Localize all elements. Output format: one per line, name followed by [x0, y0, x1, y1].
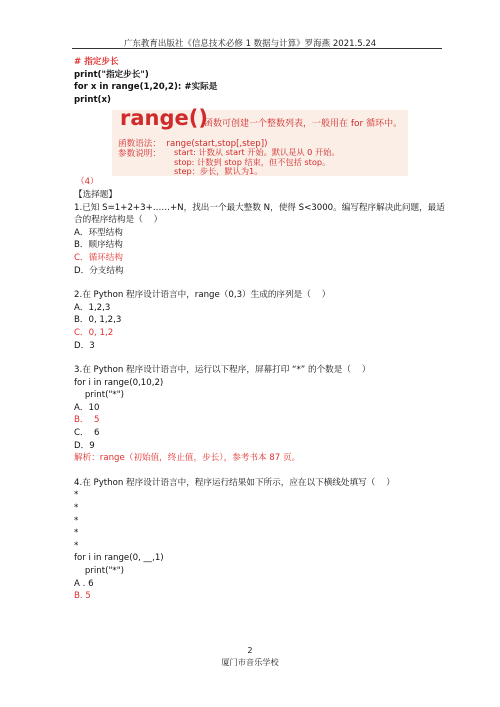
code-line: print(x): [74, 94, 111, 105]
q4-stem: 4.在 Python 程序设计语言中，程序运行结果如下所示，应在以下横线处填写（ ）: [74, 477, 395, 488]
range-syntax: 函数语法： range(start,stop[,step]) 参数说明：: [118, 139, 268, 159]
code-line: for x in range(1,20,2): #实际是: [74, 82, 218, 93]
range-title: range(): [120, 106, 208, 131]
header-divider: [72, 48, 442, 49]
q4-code-line: for i in range(0, __,1): [74, 553, 164, 564]
q1-option: A．环型结构: [74, 227, 123, 238]
q3-option-answer: B． 5: [74, 415, 100, 426]
range-description: 函数可创建一个整数列表，一般用在 for 循环中。: [204, 119, 403, 130]
range-explanation-image: [112, 106, 408, 177]
section-title: 【选择题】: [74, 189, 117, 200]
q3-code-line: print("*"): [74, 390, 125, 401]
q4-output-star: *: [74, 503, 79, 514]
q3-code-line: for i in range(0,10,2): [74, 377, 164, 388]
q4-output-star: *: [74, 540, 79, 551]
q2-option: B．0, 1,2,3: [74, 315, 122, 326]
q3-option: D．9: [74, 440, 95, 451]
q2-option: D．3: [74, 340, 95, 351]
step-heading: # 指定步长: [74, 57, 119, 67]
q4-output-star: *: [74, 528, 79, 539]
q4-option-answer: B. 5: [74, 591, 91, 602]
q1-option: D．分支结构: [74, 265, 124, 276]
q4-option: A . 6: [74, 578, 94, 589]
q3-option: A．10: [74, 402, 100, 413]
q2-option: A．1,2,3: [74, 302, 111, 313]
document-body: [74, 56, 444, 603]
q1-option-answer: C．循环结构: [74, 252, 123, 263]
footer-school: 厦门市音乐学校: [221, 657, 279, 667]
q3-analysis: 解析：range（初始值，终止值，步长），参考书本 87 页。: [74, 453, 301, 464]
q4-output-star: *: [74, 490, 79, 501]
code-line: print("指定步长"): [74, 69, 149, 80]
q2-option-answer: C．0, 1,2: [74, 327, 114, 338]
q3-stem: 3.在 Python 程序设计语言中，运行以下程序，屏幕打印 “*” 的个数是（ ）: [74, 365, 371, 376]
q1-stem: 1.已知 S=1+2+3+……+N，找出一个最大整数 N，使得 S<3000。编写程序解决此问题，最适: [74, 202, 445, 213]
q2-stem: 2.在 Python 程序设计语言中，range（0,3）生成的序列是（ ）: [74, 290, 331, 301]
q1-option: B．顺序结构: [74, 240, 123, 251]
q4-code-line: print("*"): [74, 566, 125, 576]
q3-option: C． 6: [74, 428, 100, 439]
q1-stem: 合的程序结构是（ ）: [74, 215, 163, 226]
page-header: 广东教育出版社《信息技术必修 1 数据与计算》罗海燕 2021.5.24: [123, 39, 377, 49]
q4-output-star: *: [74, 515, 79, 526]
page-number: 2: [247, 645, 253, 655]
range-params: start: 计数从 start 开始。默认是从 0 开始。 stop: 计数到 stop 结束，但不包括 stop。 step：步长，默认为1。: [174, 147, 340, 177]
image-caption: （4）: [76, 177, 99, 188]
